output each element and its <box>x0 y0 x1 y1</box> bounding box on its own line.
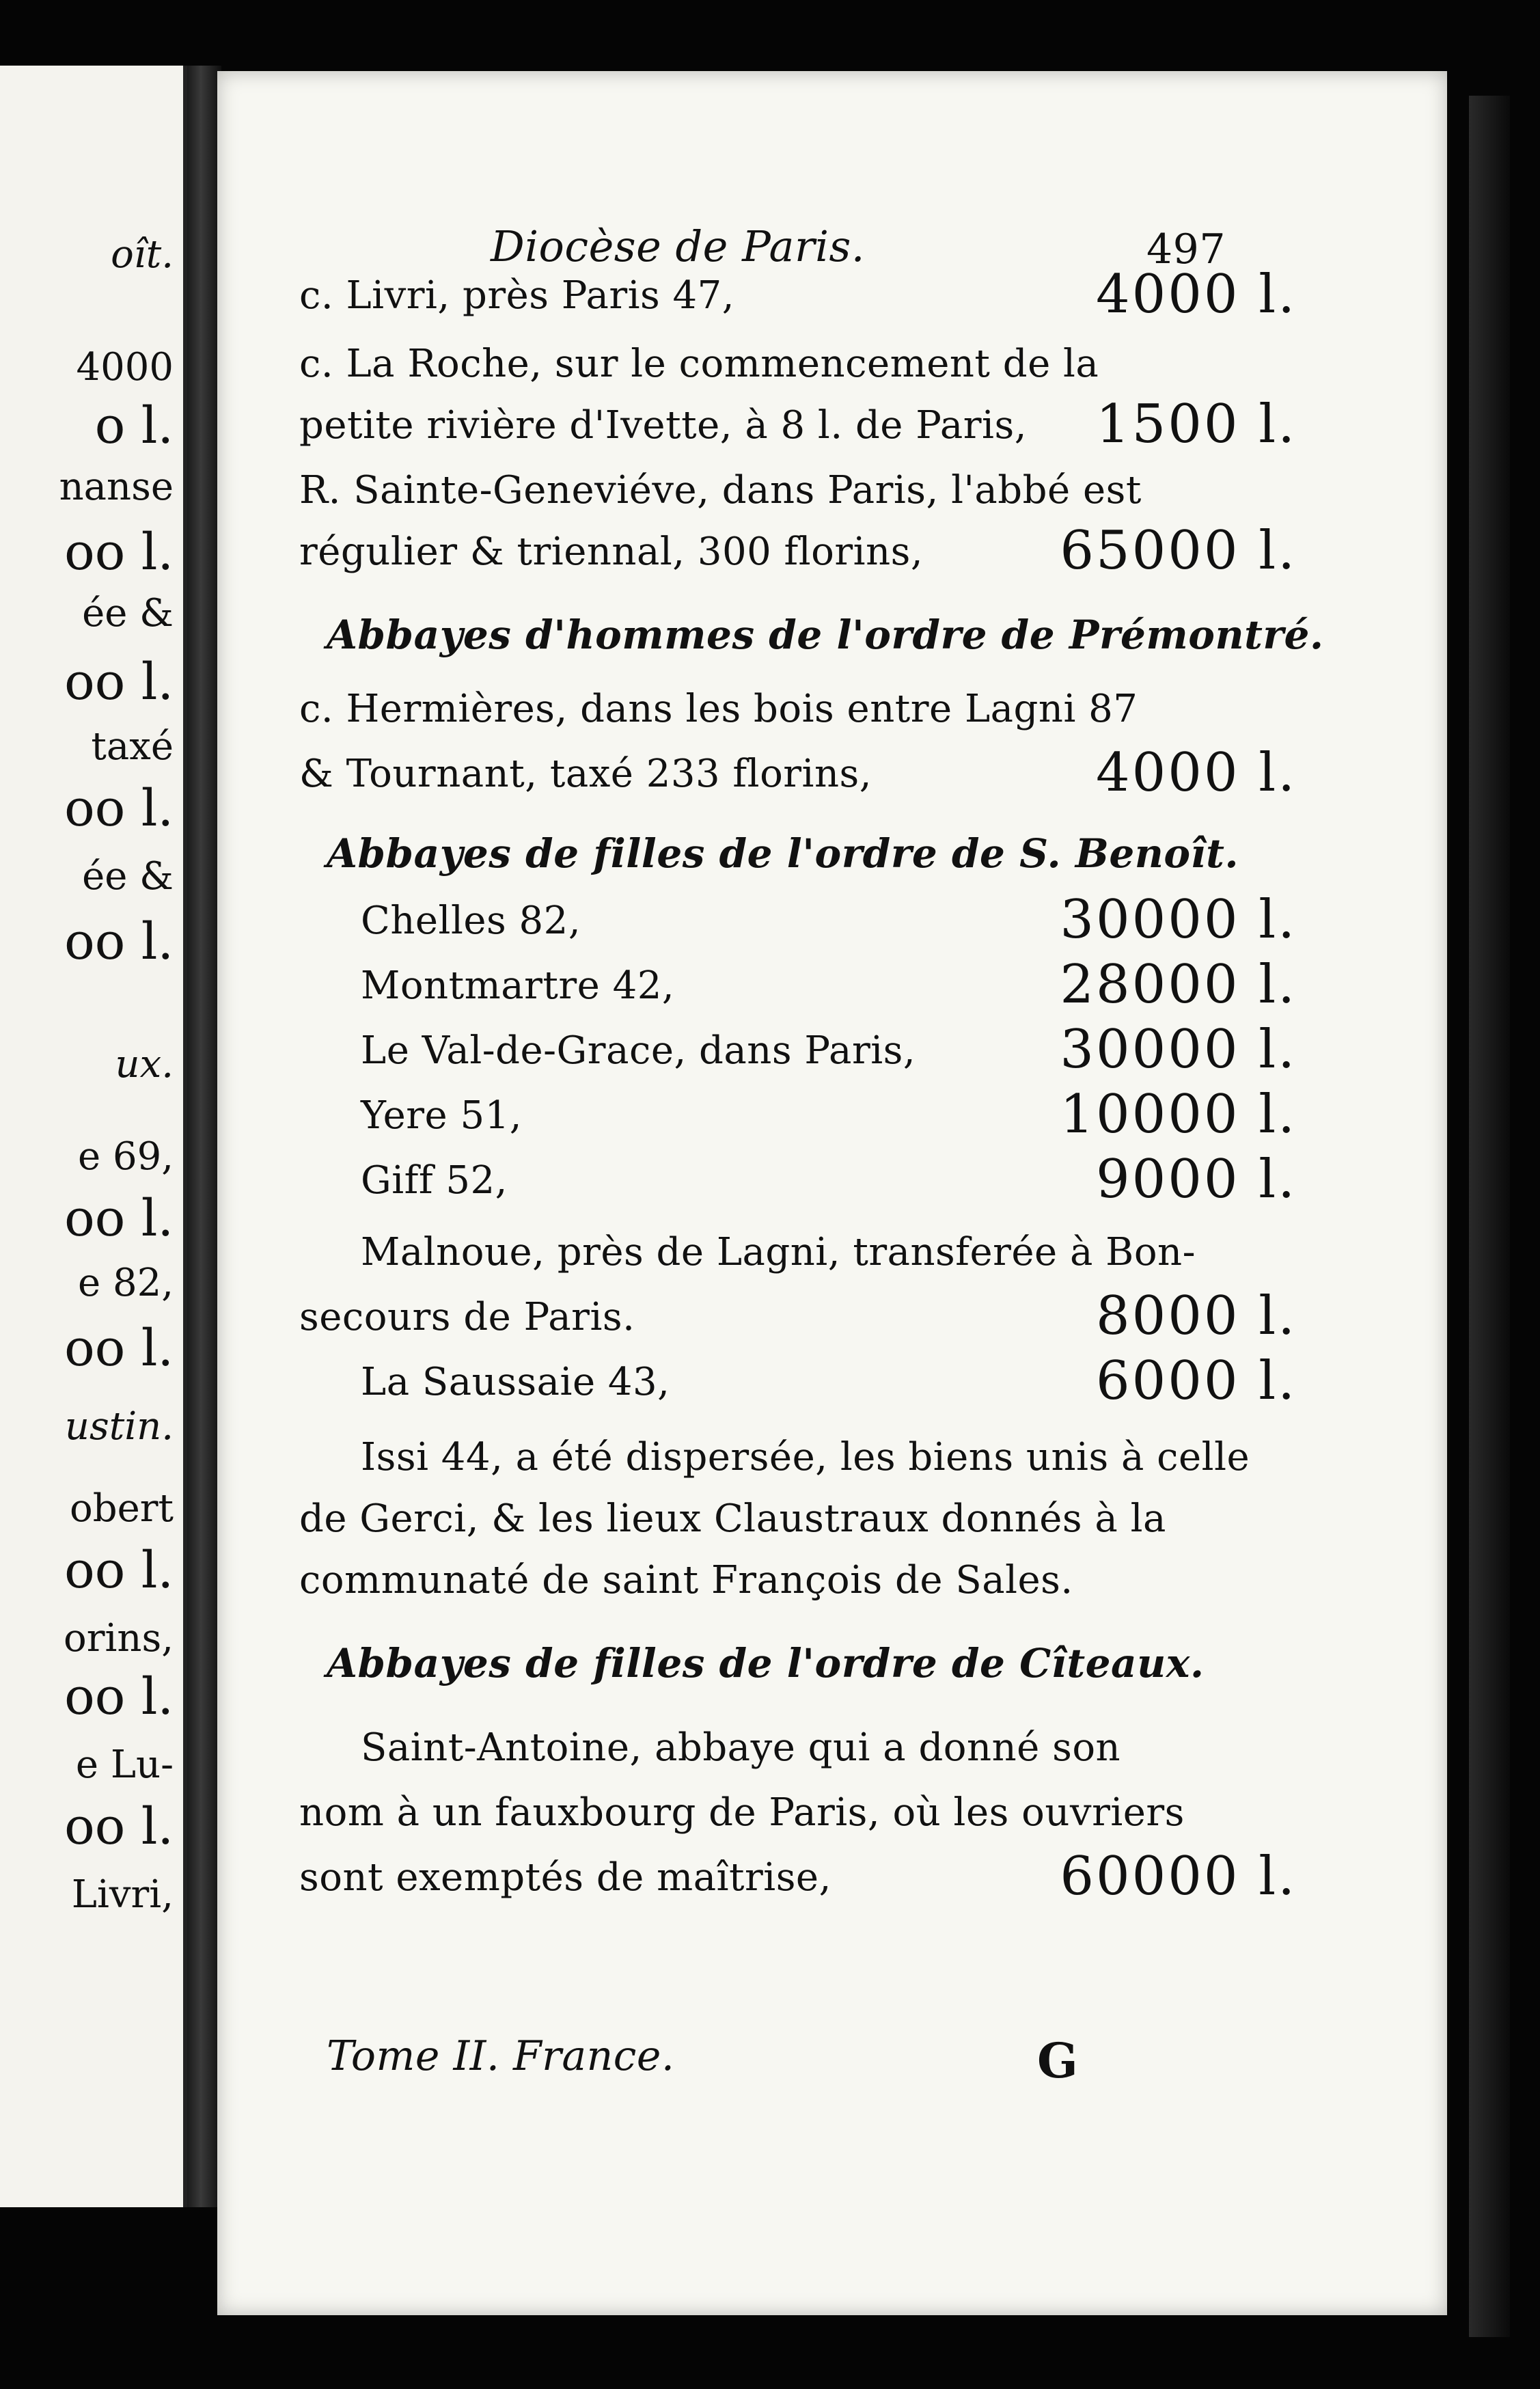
entry-text: R. Sainte-Geneviéve, dans Paris, l'abbé est <box>299 468 1142 513</box>
page-number: 497 <box>1146 226 1226 273</box>
entry-line <box>361 1435 1297 1497</box>
entry-line <box>299 742 1297 813</box>
fragment-line: oo l. <box>64 653 174 711</box>
fragment-line: Livri, <box>71 1872 174 1917</box>
book-page <box>217 71 1447 2315</box>
fragment-line: oo l. <box>64 779 174 838</box>
entry-amount: 30000 l. <box>1060 889 1297 951</box>
entry-line <box>299 1497 1297 1558</box>
entry-line <box>299 687 1297 748</box>
fragment-line: o l. <box>94 396 174 455</box>
fragment-line: oo l. <box>64 1189 174 1248</box>
entry-text: c. Livri, près Paris 47, <box>299 273 735 318</box>
entry-line <box>299 1790 1297 1852</box>
section-title: Abbayes de filles de l'ordre de Cîteaux. <box>327 1640 1205 1687</box>
fragment-line: ée & <box>82 854 174 899</box>
fragment-line: orins, <box>64 1616 174 1661</box>
signature-mark: G <box>1037 2032 1079 2089</box>
fragment-line: taxé <box>91 724 174 769</box>
entry-text: c. Hermières, dans les bois entre Lagni 87 <box>299 687 1138 731</box>
fragment-line: nanse <box>59 465 174 509</box>
book-gutter <box>187 66 221 2207</box>
entry-text: communaté de saint François de Sales. <box>299 1558 1073 1602</box>
entry-amount: 4000 l. <box>1095 742 1297 804</box>
fragment-line: ustin. <box>64 1404 174 1449</box>
fragment-line: obert <box>70 1486 174 1531</box>
entry-text: Giff 52, <box>361 1158 508 1203</box>
entry-text: sont exemptés de maîtrise, <box>299 1855 831 1900</box>
entry-line <box>299 264 1297 335</box>
entry-text: & Tournant, taxé 233 florins, <box>299 752 872 796</box>
entry-line <box>299 1285 1297 1356</box>
entry-amount: 10000 l. <box>1060 1084 1297 1145</box>
fragment-line: e Lu- <box>75 1743 174 1787</box>
entry-text: petite rivière d'Ivette, à 8 l. de Paris, <box>299 403 1028 448</box>
entry-text: Saint-Antoine, abbaye qui a donné son <box>361 1725 1121 1770</box>
entry-amount: 4000 l. <box>1095 264 1297 325</box>
fragment-line: ux. <box>115 1042 174 1087</box>
entry-line <box>299 520 1297 591</box>
entry-text: Issi 44, a été dispersée, les biens unis à celle <box>361 1435 1250 1479</box>
entry-text: nom à un fauxbourg de Paris, où les ouvriers <box>299 1790 1185 1835</box>
fragment-line: 4000 <box>76 345 174 390</box>
entry-line <box>361 1019 1297 1090</box>
volume-footer: Tome II. France. <box>327 2032 675 2080</box>
entry-line <box>299 394 1297 465</box>
entry-text: Yere 51, <box>361 1093 523 1138</box>
entry-line <box>361 1149 1297 1220</box>
entry-amount: 6000 l. <box>1095 1350 1297 1412</box>
entry-text: Le Val-de-Grace, dans Paris, <box>361 1028 916 1073</box>
facing-page-fragment <box>0 66 187 2207</box>
entry-line <box>299 1558 1297 1620</box>
section-title: Abbayes d'hommes de l'ordre de Prémontré. <box>327 612 1324 658</box>
entry-line <box>361 954 1297 1025</box>
entry-amount: 30000 l. <box>1060 1019 1297 1080</box>
entry-line <box>361 889 1297 960</box>
fragment-line: oo l. <box>64 1797 174 1856</box>
section-heading <box>327 612 1324 673</box>
entry-amount: 65000 l. <box>1060 520 1297 582</box>
entry-text: Chelles 82, <box>361 899 581 943</box>
entry-text: régulier & triennal, 300 florins, <box>299 530 924 574</box>
fragment-line: ée & <box>82 591 174 636</box>
entry-text: Malnoue, près de Lagni, transferée à Bon- <box>361 1230 1196 1274</box>
entry-line <box>299 1846 1297 1917</box>
entry-line <box>361 1084 1297 1155</box>
fragment-line: oo l. <box>64 1667 174 1726</box>
entry-text: de Gerci, & les lieux Claustraux donnés à la <box>299 1497 1166 1541</box>
entry-amount: 1500 l. <box>1095 394 1297 455</box>
entry-line <box>361 1725 1297 1787</box>
section-heading <box>327 1640 1297 1702</box>
page-edge-shadow <box>1469 96 1510 2337</box>
fragment-line: e 69, <box>78 1134 174 1179</box>
section-title: Abbayes de filles de l'ordre de S. Benoît. <box>327 830 1239 877</box>
running-header: Diocèse de Paris. <box>491 221 865 271</box>
entry-text: secours de Paris. <box>299 1295 635 1339</box>
fragment-line: oo l. <box>64 1541 174 1600</box>
fragment-line: oo l. <box>64 1319 174 1378</box>
entry-text: c. La Roche, sur le commencement de la <box>299 342 1099 386</box>
entry-text: La Saussaie 43, <box>361 1360 670 1404</box>
entry-text: Montmartre 42, <box>361 964 675 1008</box>
entry-amount: 60000 l. <box>1060 1846 1297 1907</box>
entry-amount: 9000 l. <box>1095 1149 1297 1210</box>
entry-line <box>361 1350 1297 1421</box>
entry-line <box>361 1230 1297 1292</box>
fragment-line: oît. <box>111 232 174 277</box>
section-heading <box>327 830 1297 892</box>
fragment-line: oo l. <box>64 912 174 971</box>
entry-amount: 28000 l. <box>1060 954 1297 1015</box>
fragment-line: e 82, <box>78 1261 174 1305</box>
fragment-line: oo l. <box>64 523 174 582</box>
entry-amount: 8000 l. <box>1095 1285 1297 1347</box>
